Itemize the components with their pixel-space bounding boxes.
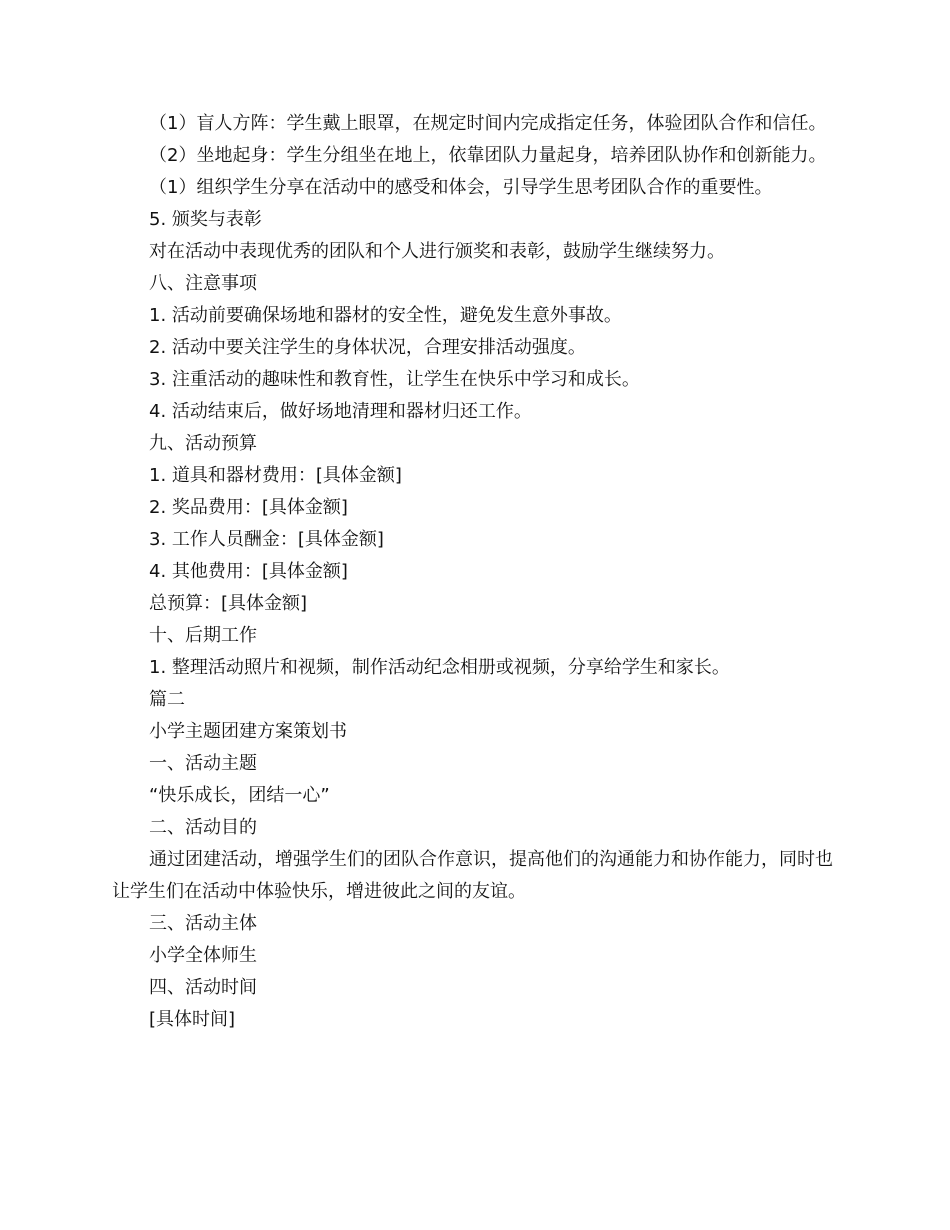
list-item-precaution-1: 1. 活动前要确保场地和器材的安全性，避免发生意外事故。 — [149, 305, 622, 326]
list-item-budget-2: 2. 奖品费用：[具体金额] — [149, 497, 348, 518]
list-item-precaution-2: 2. 活动中要关注学生的身体状况，合理安排活动强度。 — [149, 337, 586, 358]
list-item-follow-up-1: 1. 整理活动照片和视频，制作活动纪念相册或视频，分享给学生和家长。 — [149, 657, 730, 678]
heading-precautions: 八、注意事项 — [149, 273, 257, 294]
paragraph-time: [具体时间] — [149, 1009, 236, 1030]
paragraph-purpose: 通过团建活动，增强学生们的团队合作意识，提高他们的沟通能力和协作能力，同时也让学生们在活动中体验快乐，增进彼此之间的友谊。 — [112, 849, 833, 902]
heading-purpose: 二、活动目的 — [149, 817, 257, 838]
list-item-precaution-4: 4. 活动结束后，做好场地清理和器材归还工作。 — [149, 401, 532, 422]
paragraph-sharing: （1）组织学生分享在活动中的感受和体会，引导学生思考团队合作的重要性。 — [149, 177, 773, 198]
list-item-budget-3: 3. 工作人员酬金：[具体金额] — [149, 529, 384, 550]
heading-awards: 5. 颁奖与表彰 — [149, 209, 262, 230]
paragraph-blindfold-formation: （1）盲人方阵：学生戴上眼罩，在规定时间内完成指定任务，体验团队合作和信任。 — [149, 113, 827, 134]
paragraph-awards: 对在活动中表现优秀的团队和个人进行颁奖和表彰，鼓励学生继续努力。 — [149, 241, 725, 262]
paragraph-theme: “快乐成长，团结一心” — [149, 785, 330, 806]
heading-budget: 九、活动预算 — [149, 433, 257, 454]
section-label-part-two: 篇二 — [149, 689, 185, 710]
heading-time: 四、活动时间 — [149, 977, 257, 998]
list-item-budget-1: 1. 道具和器材费用：[具体金额] — [149, 465, 402, 486]
heading-follow-up: 十、后期工作 — [149, 625, 257, 646]
paragraph-sit-and-rise: （2）坐地起身：学生分组坐在地上，依靠团队力量起身，培养团队协作和创新能力。 — [149, 145, 827, 166]
document-title: 小学主题团建方案策划书 — [149, 721, 347, 742]
paragraph-participants: 小学全体师生 — [149, 945, 257, 966]
heading-theme: 一、活动主题 — [149, 753, 257, 774]
list-item-budget-4: 4. 其他费用：[具体金额] — [149, 561, 348, 582]
budget-total: 总预算：[具体金额] — [149, 593, 308, 614]
list-item-precaution-3: 3. 注重活动的趣味性和教育性，让学生在快乐中学习和成长。 — [149, 369, 640, 390]
document-body — [112, 108, 842, 1036]
heading-participants: 三、活动主体 — [149, 913, 257, 934]
